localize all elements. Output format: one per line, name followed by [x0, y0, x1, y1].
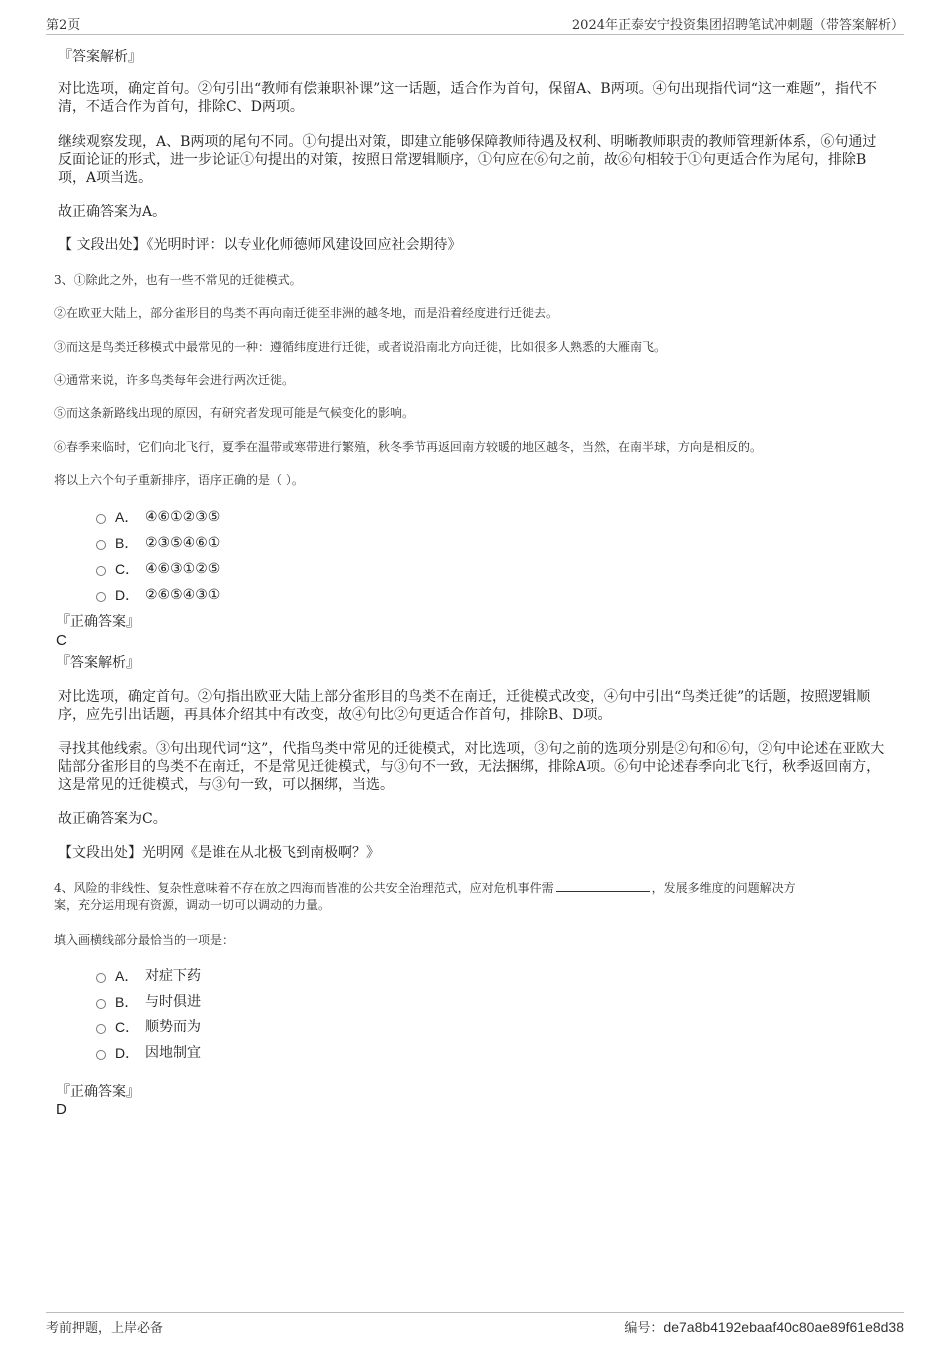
radio-icon[interactable] — [96, 540, 106, 550]
q2-analysis-p1: 对比选项，确定首句。②句引出“教师有偿兼职补课”这一话题，适合作为首句，保留A、B两项。④句出现指代词“这一难题”，指代不清，不适合作为首句，排除C、D两项。 — [58, 81, 878, 115]
q4-option-a[interactable]: A． 对症下药 — [96, 967, 201, 985]
q4-answer: D — [56, 1101, 67, 1118]
document-title: 2024年正泰安宁投资集团招聘笔试冲刺题（带答案解析） — [571, 18, 904, 33]
q4-answer-label: 『正确答案』 — [56, 1084, 140, 1100]
q3-source: 【文段出处】光明网《是谁在从北极飞到南极啊？》 — [58, 845, 380, 861]
q3-option-d[interactable]: D． ②⑥⑤④③① — [96, 586, 220, 604]
q3-analysis-label: 『答案解析』 — [56, 655, 140, 671]
q2-analysis-label: 『答案解析』 — [58, 49, 142, 65]
q3-prompt: 将以上六个句子重新排序，语序正确的是（ ）。 — [54, 473, 304, 487]
q3-sentence-6: ⑥春季来临时，它们向北飞行，夏季在温带或寒带进行繁殖，秋冬季节再返回南方较暖的地区越冬，当然，在南半球，方向是相反的。 — [54, 440, 763, 454]
q3-answer-label: 『正确答案』 — [56, 614, 140, 630]
q3-option-a[interactable]: A． ④⑥①②③⑤ — [96, 508, 220, 526]
q3-sentence-4: ④通常来说，许多鸟类每年会进行两次迁徙。 — [54, 373, 295, 387]
q3-analysis-p1: 对比选项，确定首句。②句指出欧亚大陆上部分雀形目的鸟类不在南迁，迁徙模式改变，④句中引出“鸟类迁徙”的话题，按照逻辑顺序，应先引出话题，再具体介绍其中有改变，故④句比②句更适合作首句，排除B、D项。 — [58, 689, 871, 723]
q3-sentence-1: 3、①除此之外，也有一些不常见的迁徙模式。 — [54, 273, 302, 287]
radio-icon[interactable] — [96, 514, 106, 524]
radio-icon[interactable] — [96, 592, 106, 602]
q3-analysis-p2: 寻找其他线索。③句出现代词“这”，代指鸟类中常见的迁徙模式，对比选项，③句之前的选项分别是②句和⑥句，②句中论述在亚欧大陆部分雀形目的鸟类不在南迁，不是常见迁徙模式，与③句不一致，无法捆绑，排除A项。⑥句中论述春季向北飞行，秋季返回南方，这是常见的迁徙模式，与③句一致，可以捆绑，当选。 — [58, 741, 885, 793]
footer-slogan: 考前押题，上岸必备 — [46, 1321, 164, 1336]
q4-prompt: 填入画横线部分最恰当的一项是： — [54, 933, 235, 947]
q3-sentence-3: ③而这是鸟类迁移模式中最常见的一种：遵循纬度进行迁徙，或者说沿南北方向迁徙，比如很多人熟悉的大雁南飞。 — [54, 340, 667, 354]
page-number: 第2页 — [46, 18, 81, 33]
radio-icon[interactable] — [96, 999, 106, 1009]
q4-option-c[interactable]: C． 顺势而为 — [96, 1018, 201, 1036]
fill-blank — [556, 879, 650, 892]
q3-sentence-2: ②在欧亚大陆上，部分雀形目的鸟类不再向南迁徙至非洲的越冬地，而是沿着经度进行迁徙去。 — [54, 306, 559, 320]
radio-icon[interactable] — [96, 1024, 106, 1034]
q3-sentence-5: ⑤而这条新路线出现的原因，有研究者发现可能是气候变化的影响。 — [54, 406, 415, 420]
page-header — [46, 14, 904, 35]
radio-icon[interactable] — [96, 1050, 106, 1060]
radio-icon[interactable] — [96, 566, 106, 576]
document-code: 编号：de7a8b4192ebaaf40c80ae89f61e8d38 — [624, 1319, 904, 1336]
q3-option-b[interactable]: B． ②③⑤④⑥① — [96, 534, 220, 552]
q2-source: 【 文段出处】《光明时评：以专业化师德师风建设回应社会期待》 — [58, 237, 462, 253]
q4-option-b[interactable]: B． 与时俱进 — [96, 993, 201, 1011]
q3-answer: C — [56, 632, 67, 649]
q2-conclusion: 故正确答案为A。 — [58, 204, 167, 220]
q2-analysis-p2: 继续观察发现，A、B两项的尾句不同。①句提出对策，即建立能够保障教师待遇及权利、明晰教师职责的教师管理新体系，⑥句通过反面论证的形式，进一步论证①句提出的对策，按照日常逻辑顺序，①句应在⑥句之前，故⑥句相较于①句更适合作为尾句，排除B项，A项当选。 — [58, 134, 877, 186]
radio-icon[interactable] — [96, 973, 106, 983]
q4-stem: 4、风险的非线性、复杂性意味着不存在放之四海而皆准的公共安全治理范式，应对危机事件需 ，发展多维度的问题解决方 案，充分运用现有资源，调动一切可以调动的力量。 — [54, 881, 796, 912]
q3-option-c[interactable]: C． ④⑥③①②⑤ — [96, 560, 220, 578]
page-footer — [46, 1312, 904, 1335]
q4-option-d[interactable]: D． 因地制宜 — [96, 1044, 201, 1062]
q3-conclusion: 故正确答案为C。 — [58, 811, 167, 827]
